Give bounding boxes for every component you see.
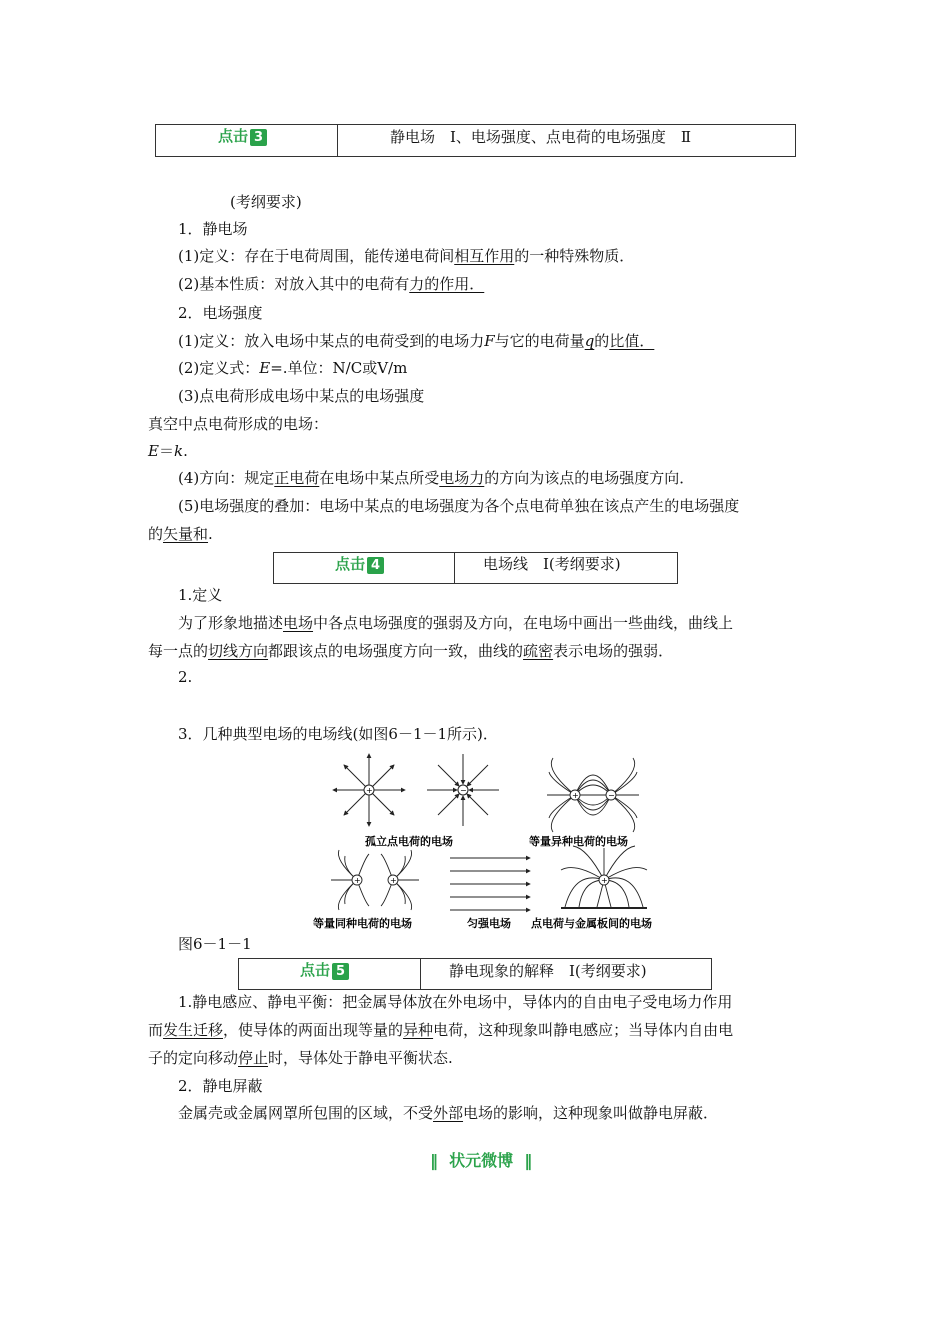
svg-text:+: + [366,786,373,795]
superposition-line-2: 的矢量和. [148,525,213,543]
superposition-line-1: (5)电场强度的叠加：电场中某点的电场强度为各个点电荷单独在该点产生的电场强度 [178,497,740,515]
figure-label: 图6－1－1 [178,935,252,953]
field-line-definition-line-2: 每一点的切线方向都跟该点的电场强度方向一致，曲线的疏密表示电场的强弱． [148,642,674,660]
box-4-title: 电场线 Ⅰ(考纲要求) [483,555,621,573]
shielding-text: 金属壳或金属网罩所包围的区域，不受外部电场的影响，这种现象叫做静电屏蔽． [178,1104,719,1122]
induction-line-2: 而发生迁移，使导体的两面出现等量的异种电荷，这种现象叫静电感应；当导体内自由电 [148,1021,734,1039]
footer-heading: ‖ 状元微博 ‖ [430,1151,533,1170]
field-strength-definition: (1)定义：放入电场中某点的电荷受到的电场力F与它的电荷量q的比值． [178,332,655,350]
uniform-field-diagram [450,858,530,910]
section-1-property: (2)基本性质：对放入其中的电荷有力的作用． [178,275,485,293]
field-direction: (4)方向：规定正电荷在电场中某点所受电场力的方向为该点的电场强度方向． [178,469,695,487]
caption-dipole: 等量异种电荷的电场 [529,835,628,848]
item-2-heading: 2. [178,668,193,686]
item-3-heading: 3．几种典型电场的电场线(如图6－1－1所示)． [178,725,498,743]
svg-text:−: − [608,791,615,800]
caption-charge-plate: 点电荷与金属板间的电场 [531,917,652,930]
badge-text: 点击 [218,127,249,145]
badge-number: 3 [250,129,267,146]
field-lines-figure [313,750,685,935]
section-1-heading: 1．静电场 [178,220,248,238]
svg-text:+: + [390,876,397,885]
point-charge-field: (3)点电荷形成电场中某点的电场强度 [178,387,425,405]
box-3-title: 静电场 Ⅰ、电场强度、点电荷的电场强度 Ⅱ [390,128,692,146]
badge-5: 点击 5 [300,959,349,980]
underlined-term: 比值． [609,332,655,350]
shielding-heading: 2．静电屏蔽 [178,1077,263,1095]
svg-text:−: − [460,786,467,795]
exam-requirement-tag: (考纲要求) [230,193,302,211]
box-5-title: 静电现象的解释 Ⅰ(考纲要求) [449,962,647,980]
field-strength-formula: (2)定义式：E=.单位：N/C或V/m [178,359,408,377]
badge-4: 点击 4 [335,553,384,574]
svg-text:+: + [601,876,608,885]
dipole-diagram [547,758,639,832]
field-line-definition-line-1: 为了形象地描述电场中各点电场强度的强弱及方向，在电场中画出一些曲线，曲线上 [178,614,734,632]
caption-like-charges: 等量同种电荷的电场 [313,917,412,930]
badge-3 [218,125,267,146]
like-charges-diagram [331,850,419,910]
section-1-definition: (1)定义：存在于电荷周围，能传递电荷间相互作用的一种特殊物质． [178,247,635,265]
section-2-heading: 2．电场强度 [178,304,263,322]
caption-uniform: 匀强电场 [467,917,511,930]
field-line-definition-heading: 1.定义 [178,586,223,604]
underlined-term: 相互作用 [454,247,515,265]
underlined-term: 力的作用． [409,275,485,293]
induction-line-1: 1.静电感应、静电平衡：把金属导体放在外电场中，导体内的自由电子受电场力作用 [178,993,733,1011]
svg-text:+: + [572,791,579,800]
caption-isolated: 孤立点电荷的电场 [365,835,453,848]
svg-text:+: + [354,876,361,885]
vacuum-field: 真空中点电荷形成的电场： [148,415,329,433]
ek-formula: E＝k. [148,442,188,460]
induction-line-3: 子的定向移动停止时，导体处于静电平衡状态. [148,1049,453,1067]
